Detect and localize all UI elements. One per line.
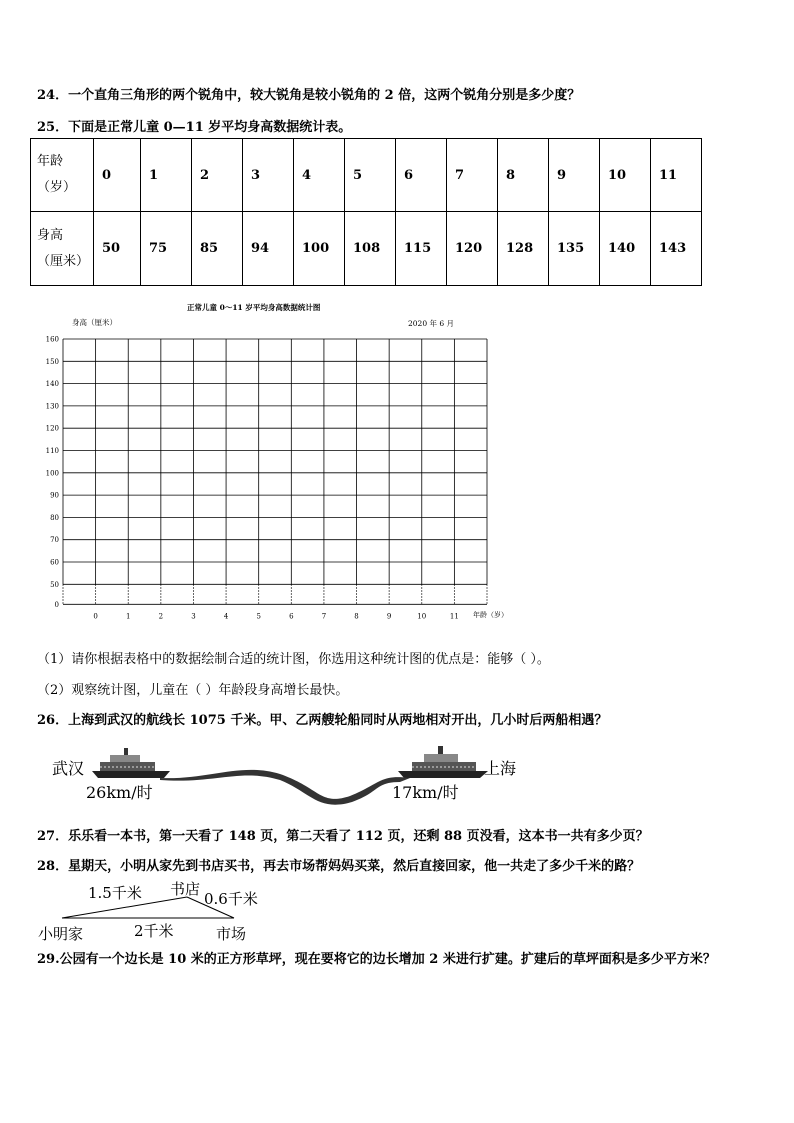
x-tick-label: 6 <box>289 612 294 621</box>
route-triangle-diagram <box>36 876 276 946</box>
x-tick-label: 5 <box>256 612 261 621</box>
y-tick-label: 50 <box>50 580 59 589</box>
age-cell: 6 <box>396 139 447 212</box>
left-speed-label: 26km/时 <box>86 783 153 802</box>
question-29: 29.公园有一个边长是 10 米的正方形草坪，现在要将它的边长增加 2 米进行扩建。扩建后的草坪面积是多少平方米？ <box>37 952 716 967</box>
age-cell: 8 <box>498 139 549 212</box>
question-27: 27．乐乐看一本书，第一天看了 148 页，第二天看了 112 页，还剩 88 页没看，这本书一共有多少页？ <box>37 829 649 844</box>
question-24: 24．一个直角三角形的两个锐角中，较大锐角是较小锐角的 2 倍，这两个锐角分别是多少度？ <box>37 88 581 103</box>
question-25-part-1: （1）请你根据表格中的数据绘制合适的统计图，你选用这种统计图的优点是：能够（ ）。 <box>37 652 550 667</box>
question-26: 26．上海到武汉的航线长 1075 千米。甲、乙两艘轮船同时从两地相对开出，几小时后两船相遇？ <box>37 713 608 728</box>
y-tick-label: 100 <box>45 469 59 478</box>
river-route <box>160 770 410 805</box>
chart-x-axis-label: 年龄（岁） <box>473 611 508 619</box>
height-cell: 50 <box>94 212 141 286</box>
y-tick-label: 70 <box>50 536 59 545</box>
height-cell: 120 <box>447 212 498 286</box>
height-cell: 85 <box>192 212 243 286</box>
height-cell: 143 <box>651 212 702 286</box>
y-tick-label: 150 <box>45 357 59 366</box>
home-label: 小明家 <box>38 925 84 943</box>
x-tick-label: 8 <box>354 612 359 621</box>
height-cell: 94 <box>243 212 294 286</box>
bookstore-label: 书店 <box>170 880 201 898</box>
blank-height-chart <box>30 298 530 624</box>
age-cell: 0 <box>94 139 141 212</box>
distance-home-store: 1.5千米 <box>88 884 142 902</box>
age-cell: 11 <box>651 139 702 212</box>
y-tick-label: 120 <box>45 424 59 433</box>
height-cell: 75 <box>141 212 192 286</box>
height-header-label: 身高 <box>37 227 64 243</box>
height-header-unit: （厘米） <box>37 253 90 269</box>
height-cell: 128 <box>498 212 549 286</box>
distance-store-market: 0.6千米 <box>204 890 258 908</box>
chart-grid <box>63 339 487 604</box>
y-tick-label: 130 <box>45 402 59 411</box>
height-cell: 100 <box>294 212 345 286</box>
age-header-label: 年龄 <box>37 154 64 169</box>
height-cell: 135 <box>549 212 600 286</box>
age-cell: 10 <box>600 139 651 212</box>
x-tick-label: 2 <box>158 612 164 621</box>
market-label: 市场 <box>216 925 247 943</box>
age-cell: 3 <box>243 139 294 212</box>
age-cell: 7 <box>447 139 498 212</box>
chart-labels <box>46 302 508 620</box>
x-tick-label: 10 <box>417 612 427 621</box>
question-25-part-2: （2）观察统计图，儿童在（ ）年龄段身高增长最快。 <box>37 683 349 698</box>
y-tick-label: 140 <box>45 380 59 389</box>
x-tick-label: 1 <box>125 612 131 621</box>
right-city-label: 上海 <box>484 759 517 778</box>
y-tick-label: 80 <box>50 513 59 522</box>
height-data-table <box>30 138 702 286</box>
x-tick-label: 7 <box>321 612 327 621</box>
distance-home-market: 2千米 <box>134 922 174 940</box>
height-row <box>31 212 702 286</box>
age-cell: 5 <box>345 139 396 212</box>
question-25: 25．下面是正常儿童 0—11 岁平均身高数据统计表。 <box>37 120 352 135</box>
height-header-cell <box>31 212 94 286</box>
age-cell: 2 <box>192 139 243 212</box>
chart-title: 正常儿童 0～11 岁平均身高数据统计图 <box>187 303 321 312</box>
x-tick-label: 3 <box>191 612 196 621</box>
age-cell: 4 <box>294 139 345 212</box>
x-tick-label: 9 <box>386 612 392 621</box>
y-tick-label: 60 <box>50 558 59 567</box>
left-ship-icon <box>92 748 170 778</box>
question-28: 28．星期天，小明从家先到书店买书，再去市场帮妈妈买菜，然后直接回家，他一共走了多少千米的路？ <box>37 859 641 874</box>
age-row <box>31 139 702 212</box>
height-cell: 140 <box>600 212 651 286</box>
age-header-unit: （岁） <box>37 180 77 195</box>
height-cell: 108 <box>345 212 396 286</box>
chart-date: 2020 年 6 月 <box>408 319 455 328</box>
x-tick-label: 11 <box>449 612 459 621</box>
age-cell: 9 <box>549 139 600 212</box>
y-tick-label: 0 <box>54 600 59 609</box>
x-tick-label: 4 <box>223 612 229 621</box>
ship-route-diagram <box>40 740 540 810</box>
left-city-label: 武汉 <box>52 759 85 778</box>
right-speed-label: 17km/时 <box>392 783 459 802</box>
height-cell: 115 <box>396 212 447 286</box>
x-tick-label: 0 <box>93 612 98 621</box>
age-header-cell <box>31 139 94 212</box>
chart-y-axis-label: 身高（厘米） <box>72 318 117 327</box>
right-ship-icon <box>398 746 488 778</box>
y-tick-label: 160 <box>45 335 59 344</box>
y-tick-label: 90 <box>50 491 59 500</box>
age-cell: 1 <box>141 139 192 212</box>
y-tick-label: 110 <box>45 447 59 455</box>
